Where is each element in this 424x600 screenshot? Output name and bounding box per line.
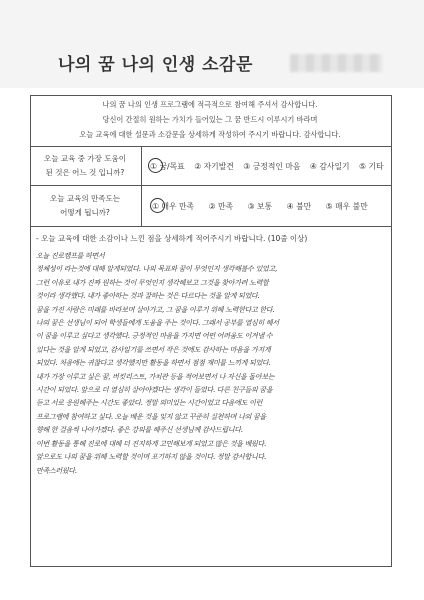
divider <box>30 185 392 186</box>
handwritten-line: 것이라 생각했다. 내가 좋아하는 것과 잘하는 것은 다르다는 것을 알게 되었다. <box>36 292 260 301</box>
q2-option-2[interactable]: ② 만족 <box>208 202 234 211</box>
handwritten-line: 되었다. 처음에는 귀찮다고 생각했지만 활동을 하면서 점점 재미를 느끼게 되었다. <box>36 359 271 368</box>
q2-option-1[interactable]: ① 매우 만족 <box>152 202 195 211</box>
handwritten-line: 시간이 되었다. 앞으로 더 열심히 살아야겠다는 생각이 들었다. 다른 친구들의 꿈을 <box>36 386 273 395</box>
redacted-name-area <box>290 54 382 72</box>
divider <box>30 146 392 147</box>
handwritten-feedback <box>36 250 380 478</box>
handwritten-line: 오늘 진로캠프를 하면서 <box>36 252 105 260</box>
handwritten-line: 듣고 서로 응원해주는 시간도 좋았다. 정말 의미있는 시간이었고 다음에도 이런 <box>36 399 263 408</box>
page-title: 나의 꿈 나의 인생 소감문 <box>58 55 253 75</box>
q2-label-line2: 어떻게 됩니까? <box>60 208 110 217</box>
q1-option-2[interactable]: ② 자기발견 <box>194 162 234 171</box>
q2-option-4[interactable]: ④ 불만 <box>286 202 312 211</box>
q1-option-1[interactable]: ① 꿈/목표 <box>150 162 185 171</box>
handwritten-line: 내가 가장 이루고 싶은 꿈, 버킷리스트, 가치관 등을 적어보면서 나 자신을 돌아보는 <box>36 372 275 381</box>
q1-option-4[interactable]: ④ 감사일기 <box>309 162 350 171</box>
intro-line-3: 오늘 교육에 대한 설문과 소감문을 상세하게 작성하여 주시기 바랍니다. 감사합니다. <box>79 130 341 139</box>
handwritten-line: 꿈을 가진 사람은 미래를 바라보며 살아가고, 그 꿈을 이루기 위해 노력한다고 한다. <box>36 305 275 314</box>
handwritten-line: 프로그램에 참여하고 싶다. 오늘 배운 것을 잊지 않고 꾸준히 실천하며 나의 꿈을 <box>36 412 266 421</box>
q1-option-5[interactable]: ⑤ 기타 <box>359 162 384 171</box>
handwritten-line: 만족스러웠다. <box>36 466 77 475</box>
q1-option-3[interactable]: ③ 긍정적인 마음 <box>243 162 301 171</box>
handwritten-line: 향해 한 걸음씩 나아가겠다. 좋은 강의를 해주신 선생님께 감사드립니다. <box>36 426 243 435</box>
q2-options <box>152 201 375 212</box>
handwritten-line: 있다는 것을 알게 되었고, 감사일기를 쓰면서 작은 것에도 감사하는 마음을 가지게 <box>36 345 271 354</box>
page-header <box>0 0 424 88</box>
column-divider <box>141 146 142 226</box>
handwritten-line: 앞으로도 나의 꿈을 위해 노력할 것이며 포기하지 않을 것이다. 정말 감사합니다. <box>36 453 266 462</box>
feedback-instruction: - 오늘 교육에 대한 소감이나 느낀 점을 상세하게 적어주시기 바랍니다. (10줄 이상) <box>36 234 308 243</box>
q2-option-5[interactable]: ⑤ 매우 불만 <box>325 202 368 211</box>
q1-options <box>150 161 391 172</box>
intro-line-1: 나의 꿈 나의 인생 프로그램에 적극적으로 참여해 주셔서 감사합니다. <box>102 100 318 109</box>
q1-label-line1: 오늘 교육 중 가장 도움이 <box>44 154 126 163</box>
q2-label <box>32 192 138 220</box>
handwritten-line: 그런 이유로 내가 진짜 원하는 것이 무엇인지 생각해보고 그것을 찾아가려 노력할 <box>36 278 269 287</box>
handwritten-line: 이번 활동을 통해 진로에 대해 더 진지하게 고민해보게 되었고 많은 것을 배웠다. <box>36 439 266 448</box>
handwritten-line: 정체성이 라는것에 대해 알게되었다. 나의 목표와 꿈이 무엇인지 생각해볼수 있었고, <box>36 265 277 274</box>
q1-selected-mark <box>148 158 163 173</box>
q2-label-line1: 오늘 교육의 만족도는 <box>50 194 120 203</box>
q1-label <box>32 152 138 180</box>
intro-text <box>30 97 390 142</box>
handwritten-line: 이 꿈을 이루고 싶다고 생각했다. 긍정적인 마음을 가지면 어떤 어려움도 이겨낼 수 <box>36 332 273 341</box>
q2-selected-mark <box>150 198 165 213</box>
q1-label-line2: 된 것은 어느 것 입니까? <box>45 168 125 177</box>
handwritten-line: 나의 꿈은 선생님이 되어 학생들에게 도움을 주는 것이다. 그래서 공부를 열심히 해서 <box>36 319 279 328</box>
divider <box>30 226 392 227</box>
intro-line-2: 당신이 간절히 원하는 가치가 들어있는 그 꿈 반드시 이루시기 바라며 <box>102 115 318 124</box>
q2-option-3[interactable]: ③ 보통 <box>247 202 273 211</box>
